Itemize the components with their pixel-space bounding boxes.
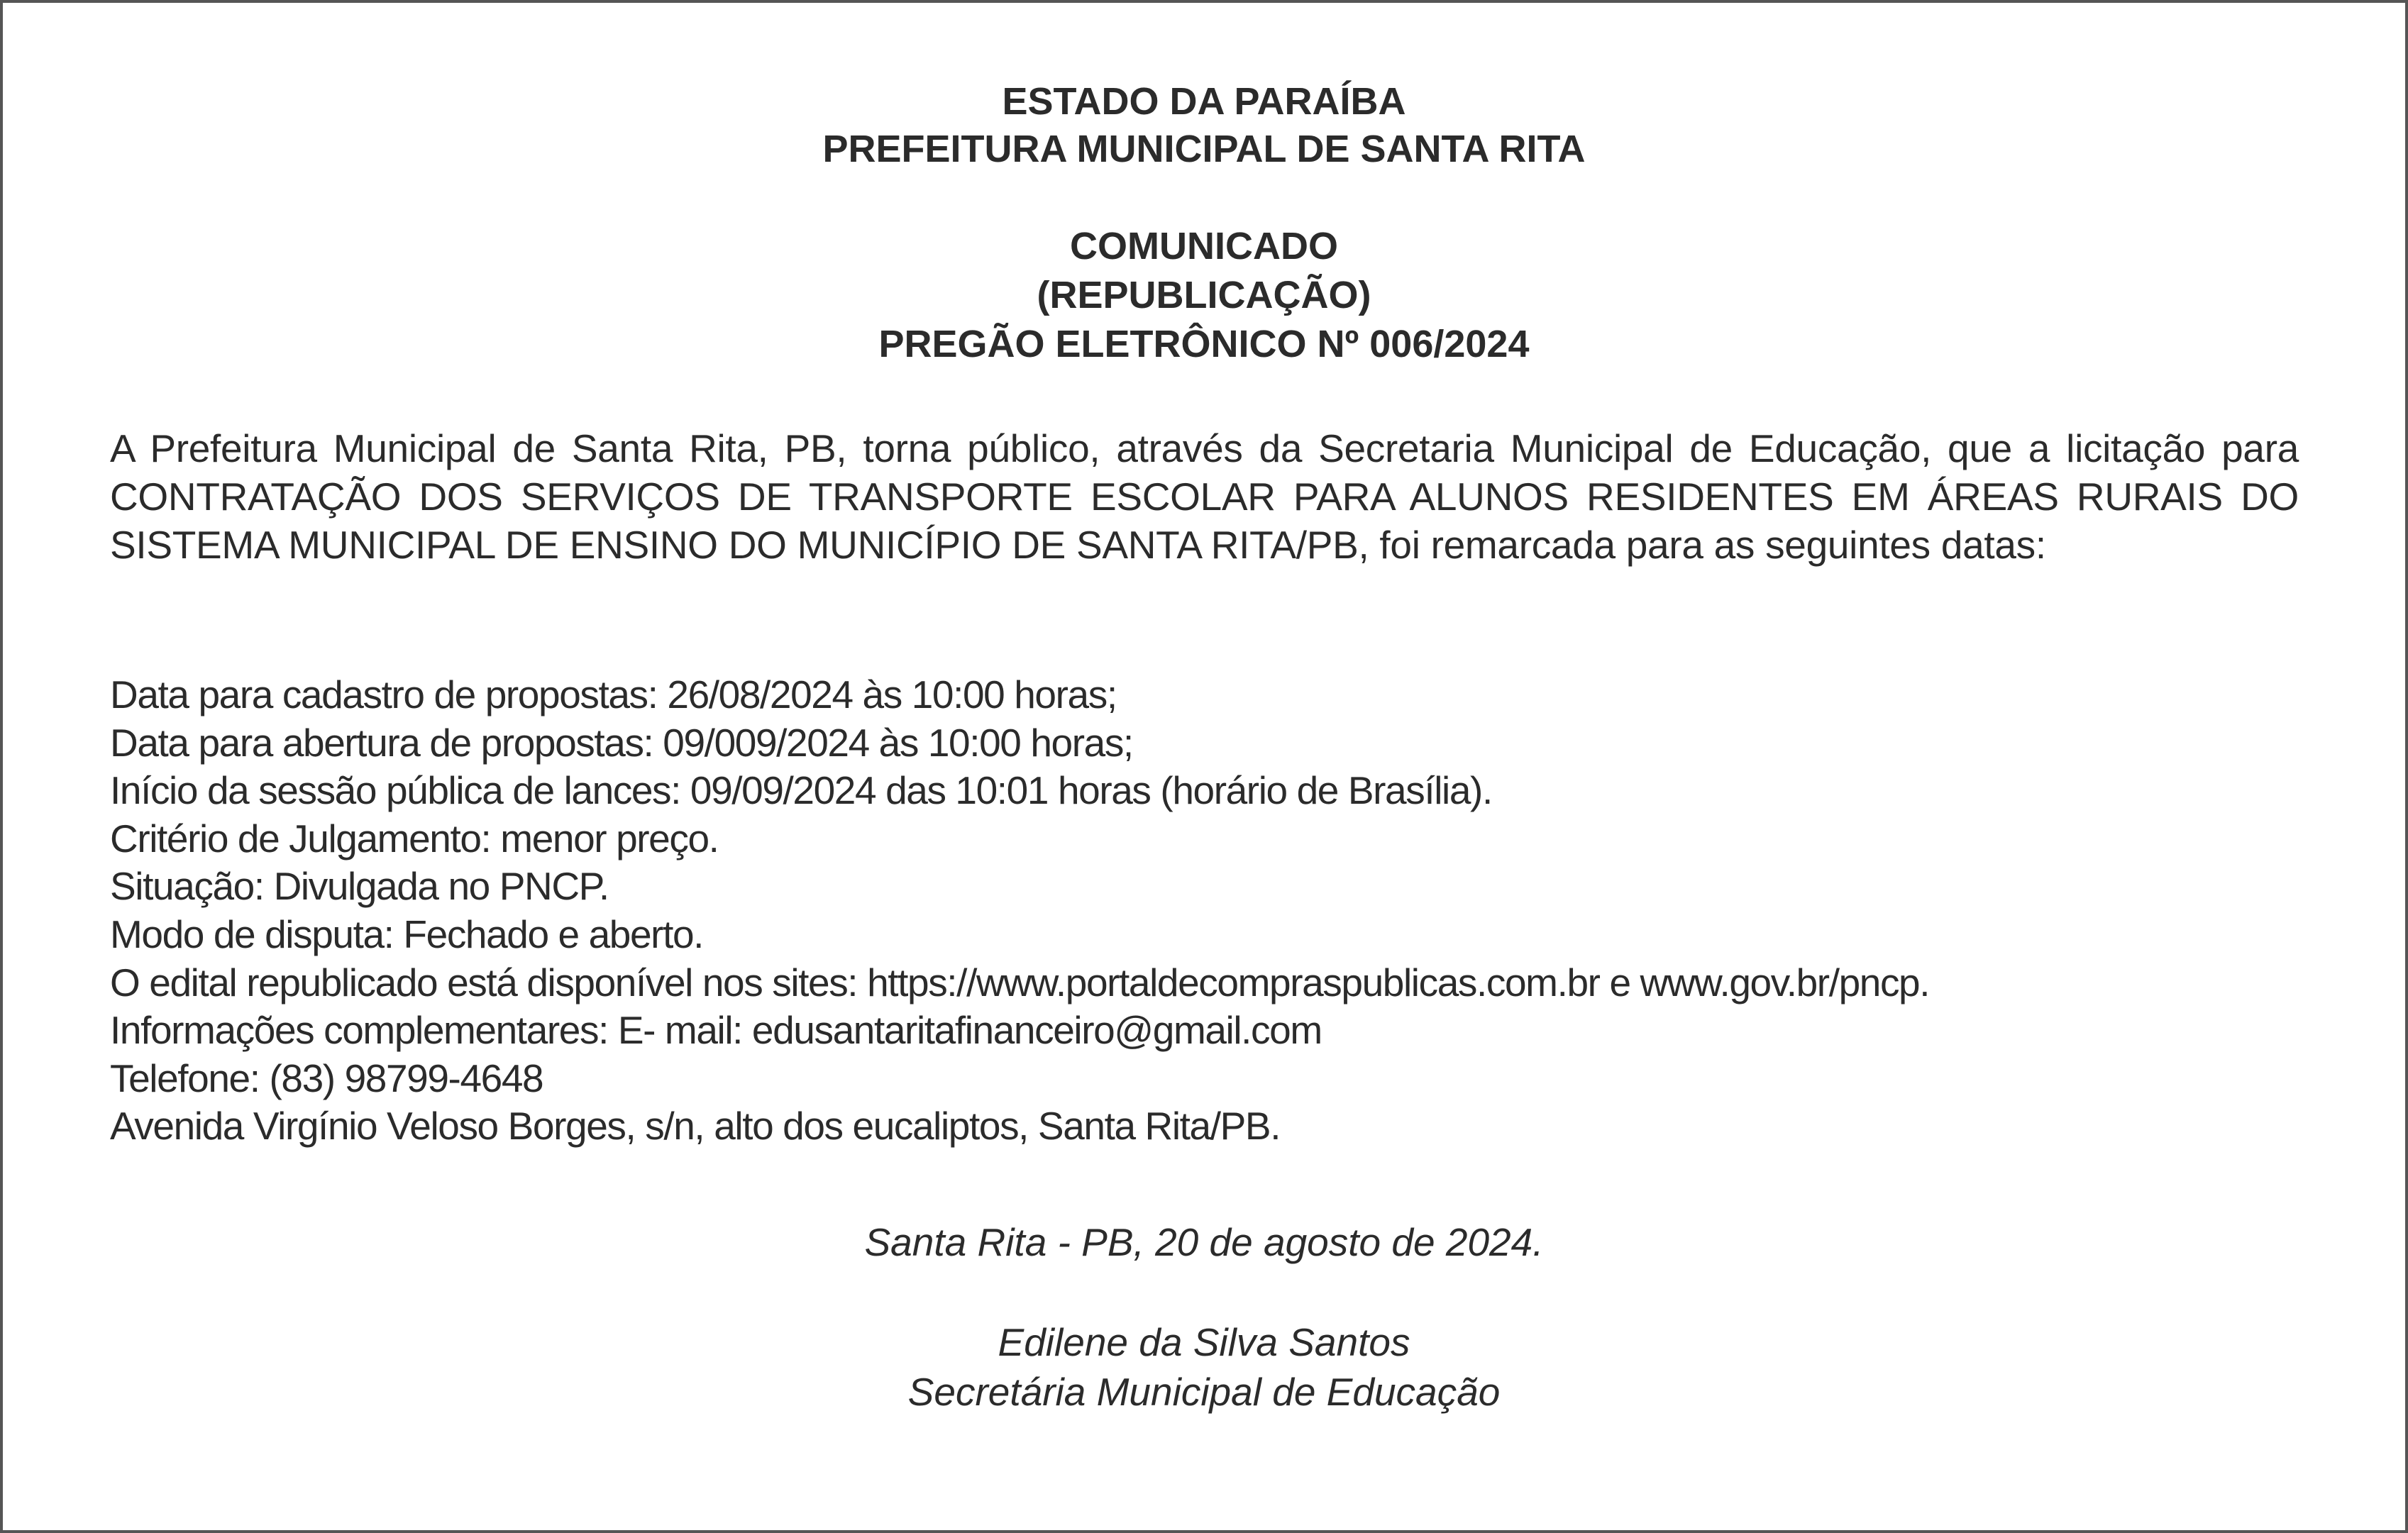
signatory-role: Secretária Municipal de Educação — [907, 1370, 1501, 1414]
details-list — [110, 671, 2309, 1151]
signatory-name: Edilene da Silva Santos — [998, 1320, 1410, 1364]
proposal-opening-date: Data para abertura de propostas: 09/009/2024 às 10:00 horas; — [110, 720, 1133, 765]
contact-phone: Telefone: (83) 98799-4648 — [110, 1056, 543, 1100]
edital-availability: O edital republicado está disponível nos sites: https://www.portaldecompraspublicas.com.br e www.gov.br/pncp. — [110, 960, 1930, 1005]
dispute-mode: Modo de disputa: Fechado e aberto. — [110, 912, 704, 956]
contact-email: Informações complementares: E- mail: edusantaritafinanceiro@gmail.com — [110, 1008, 1322, 1053]
notice-title — [0, 222, 2408, 369]
judgment-criterion: Critério de Julgamento: menor preço. — [110, 816, 719, 860]
document-header — [0, 78, 2408, 173]
bidding-session-start: Início da sessão pública de lances: 09/09/2024 das 10:01 horas (horário de Brasília). — [110, 768, 1492, 813]
notice-type: COMUNICADO — [1070, 225, 1338, 267]
place-and-date: Santa Rita - PB, 20 de agosto de 2024. — [864, 1220, 1544, 1264]
signature-block — [0, 1317, 2408, 1417]
municipality-heading: PREFEITURA MUNICIPAL DE SANTA RITA — [822, 128, 1586, 170]
status-line: Situação: Divulgada no PNCP. — [110, 864, 609, 909]
republication-label: (REPUBLICAÇÃO) — [1037, 274, 1371, 316]
state-heading: ESTADO DA PARAÍBA — [1002, 80, 1406, 123]
proposal-registration-date: Data para cadastro de propostas: 26/08/2024 às 10:00 horas; — [110, 673, 1117, 716]
tender-number: PREGÃO ELETRÔNICO Nº 006/2024 — [878, 323, 1530, 365]
intro-paragraph: A Prefeitura Municipal de Santa Rita, PB, torna público, através da Secretaria Municipal de Educação, que a licitação para CONTRATAÇÃO DOS SERVIÇOS DE TRANSPORTE ESCOLAR PARA ALUNOS RESIDENTES EM ÁREAS RURAIS DO SISTEMA MUNICIPAL DE ENSINO DO MUNICÍPIO DE SANTA RITA/PB, foi remarcada para as seguintes datas: — [110, 426, 2299, 567]
address-line: Avenida Virgínio Veloso Borges, s/n, alto dos eucaliptos, Santa Rita/PB. — [110, 1104, 1281, 1149]
